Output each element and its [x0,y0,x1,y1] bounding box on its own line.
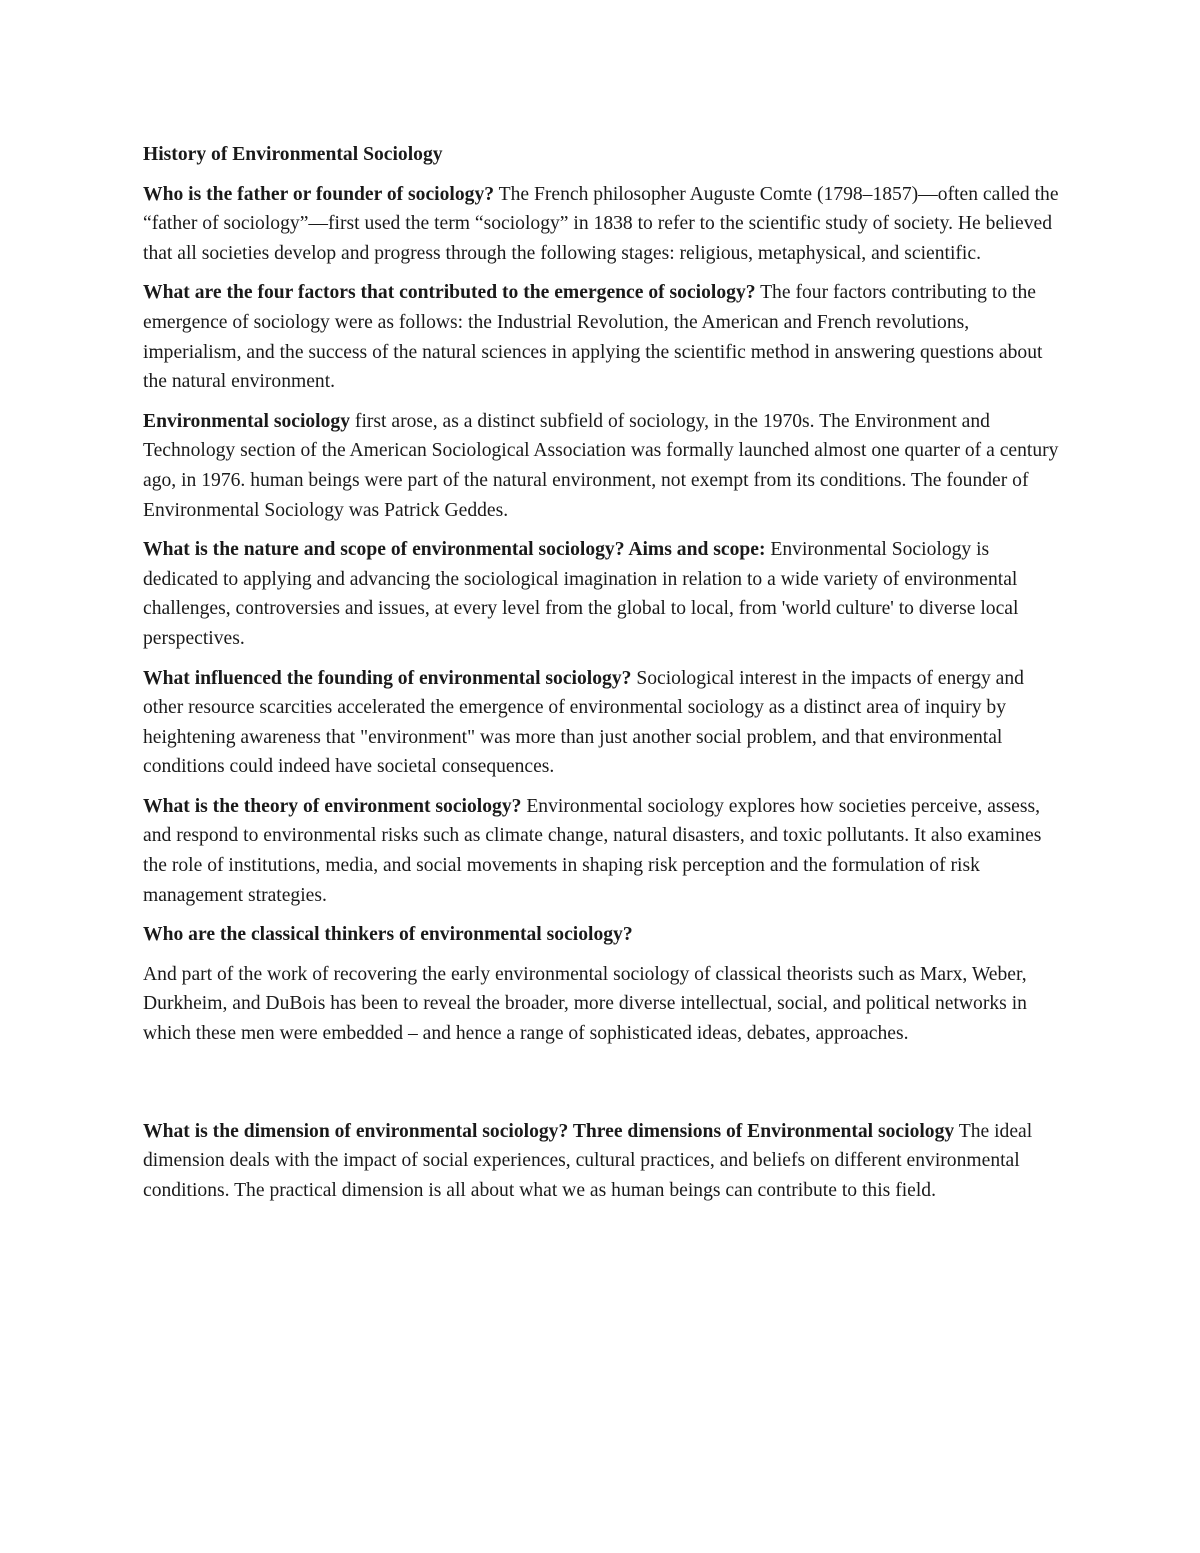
blank-line [143,1059,1068,1117]
paragraph-text: Sociological interest in the impacts of energy and other resource scarcities accelerated the emergence of environmental sociology as a distinct area of inquiry by heightening awareness that "environment" was more than just another social problem, and that environmental conditions could indeed have societal consequences. [143,667,1024,778]
paragraph-nature-and-scope [143,535,1068,653]
question-heading: What is the nature and scope of environmental sociology? Aims and scope: [143,539,766,561]
paragraph-father-of-sociology [143,180,1068,269]
paragraph-theory [143,792,1068,910]
paragraph-text: first arose, as a distinct subfield of sociology, in the 1970s. The Environment and Technology section of the American Sociological Association was formally launched almost one quarter of a century ago, in 1976. human beings were part of the natural environment, not exempt from its conditions. The founder of Environmental Sociology was Patrick Geddes. [143,410,1059,521]
paragraph-four-factors [143,278,1068,396]
term-heading: Environmental sociology [143,410,351,432]
question-heading: What are the four factors that contributed to the emergence of sociology? [143,282,756,304]
question-heading: Who is the father or founder of sociology? [143,183,495,205]
question-heading: What is the dimension of environmental sociology? Three dimensions of Environmental sociology [143,1120,955,1142]
paragraph-text: The French philosopher Auguste Comte (1798–1857)—often called the “father of sociology”—first used the term “sociology” in 1838 to refer to the scientific study of society. He believed that all societies develop and progress through the following stages: religious, metaphysical, and scientific. [143,183,1059,264]
paragraph-text: The ideal dimension deals with the impact of social experiences, cultural practices, and beliefs on different environmental conditions. The practical dimension is all about what we as human beings can contribute to this field. [143,1120,1033,1201]
paragraph-text: Environmental sociology explores how societies perceive, assess, and respond to environmental risks such as climate change, natural disasters, and toxic pollutants. It also examines the role of institutions, media, and social movements in shaping risk perception and the formulation of risk management strategies. [143,795,1042,906]
document-title: History of Environmental Sociology [143,144,443,165]
question-heading: What is the theory of environment sociology? [143,795,522,817]
paragraph-text: And part of the work of recovering the early environmental sociology of classical theorists such as Marx, Weber, Durkheim, and DuBois has been to reveal the broader, more diverse intellectual, social, and political networks in which these men were embedded – and hence a range of sophisticated ideas, debates, approaches. [143,963,1027,1045]
paragraph-text: Environmental Sociology is dedicated to applying and advancing the sociological imagination in relation to a wide variety of environmental challenges, controversies and issues, at every level from the global to local, from 'world culture' to diverse local perspectives. [143,539,1019,649]
paragraph-text: The four factors contributing to the emergence of sociology were as follows: the Industrial Revolution, the American and French revolutions, imperialism, and the success of the natural sciences in applying the scientific method in answering questions about the natural environment. [143,282,1043,393]
paragraph-founding-influences [143,664,1068,782]
paragraph-environmental-sociology [143,407,1068,525]
paragraph-classical-thinkers-heading [143,920,1068,950]
question-heading: Who are the classical thinkers of environmental sociology? [143,924,633,946]
document-body [143,140,1068,1215]
paragraph-classical-thinkers [143,960,1068,1049]
question-heading: What influenced the founding of environmental sociology? [143,667,632,689]
paragraph-dimensions [143,1117,1068,1206]
